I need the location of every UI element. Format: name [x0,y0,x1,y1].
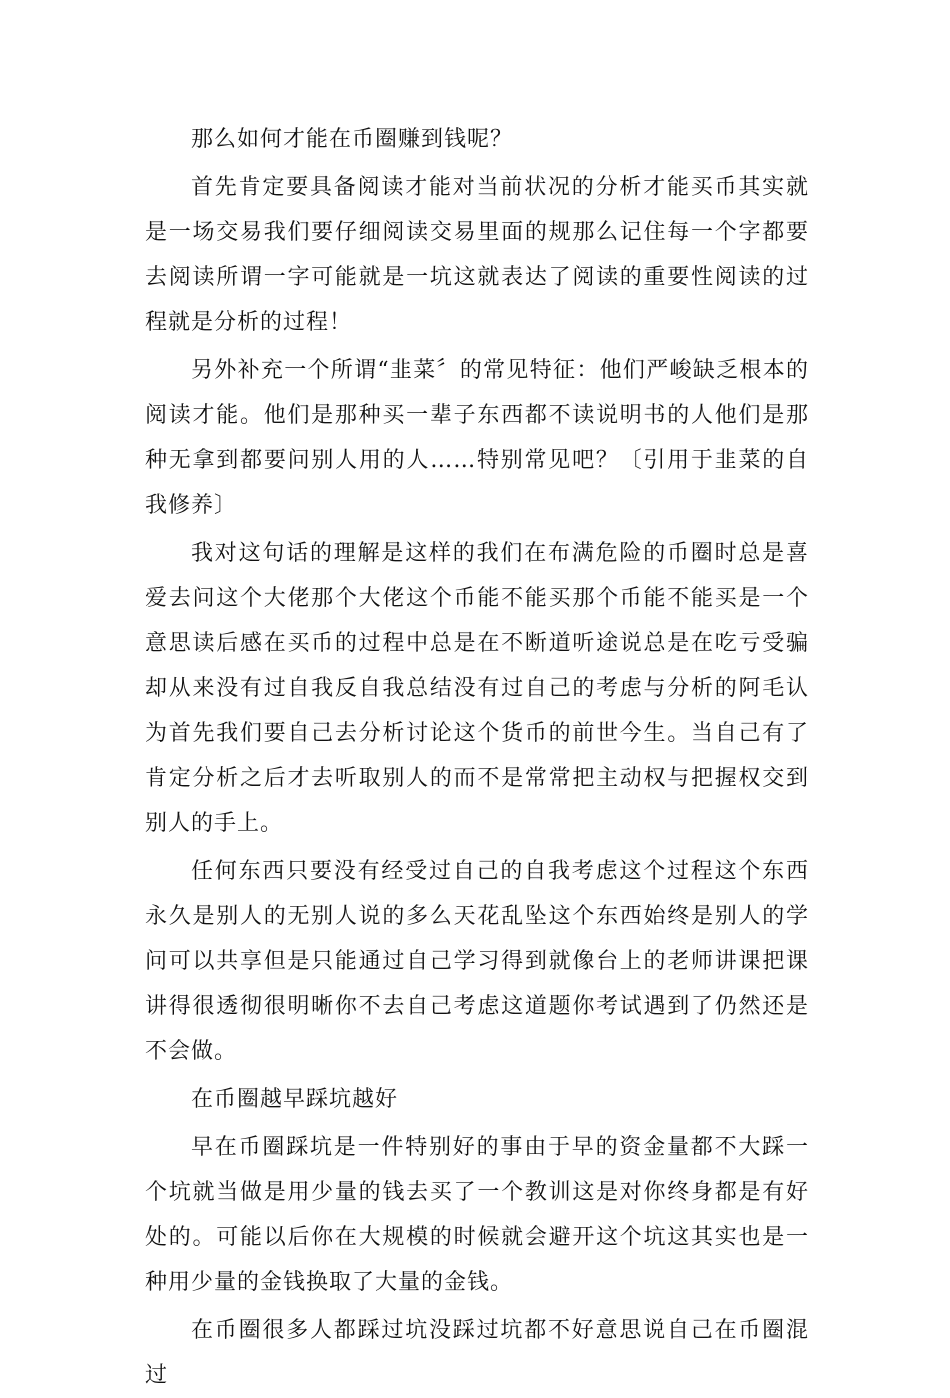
paragraph: 另外补充一个所谓“韭菜〞的常见特征：他们严峻缺乏根本的阅读才能。他们是那种买一辈子东西都不读说明书的人他们是那种无拿到都要问别人用的人……特别常见吧？〔引用于韭菜的自我修养〕 [145,358,809,518]
paragraph: 任何东西只要没有经受过自己的自我考虑这个过程这个东西永久是别人的无别人说的多么天花乱坠这个东西始终是别人的学问可以共享但是只能通过自己学习得到就像台上的老师讲课把课讲得很透彻很明晰你不去自己考虑这道题你考试遇到了仍然还是不会做。 [145,859,809,1064]
paragraph: 在币圈很多人都踩过坑没踩过坑都不好意思说自己在币圈混过 [145,1318,809,1388]
paragraph: 那么如何才能在币圈赚到钱呢？ [191,127,514,152]
document-body [145,117,809,1398]
paragraph: 首先肯定要具备阅读才能对当前状况的分析才能买币其实就是一场交易我们要仔细阅读交易里面的规那么记住每一个字都要去阅读所谓一字可能就是一坑这就表达了阅读的重要性阅读的过程就是分析的过程！ [145,175,809,335]
paragraph: 我对这句话的理解是这样的我们在布满危险的币圈时总是喜爱去问这个大佬那个大佬这个币能不能买那个币能不能买是一个意思读后感在买币的过程中总是在不断道听途说总是在吃亏受骗却从来没有过自我反自我总结没有过自己的考虑与分析的阿毛认为首先我们要自己去分析讨论这个货币的前世今生。当自己有了肯定分析之后才去听取别人的而不是常常把主动权与把握权交到别人的手上。 [145,541,809,836]
paragraph: 在币圈越早踩坑越好 [191,1087,399,1112]
paragraph: 早在币圈踩坑是一件特别好的事由于早的资金量都不大踩一个坑就当做是用少量的钱去买了一个教训这是对你终身都是有好处的。可能以后你在大规模的时候就会避开这个坑这其实也是一种用少量的金钱换取了大量的金钱。 [145,1135,809,1295]
